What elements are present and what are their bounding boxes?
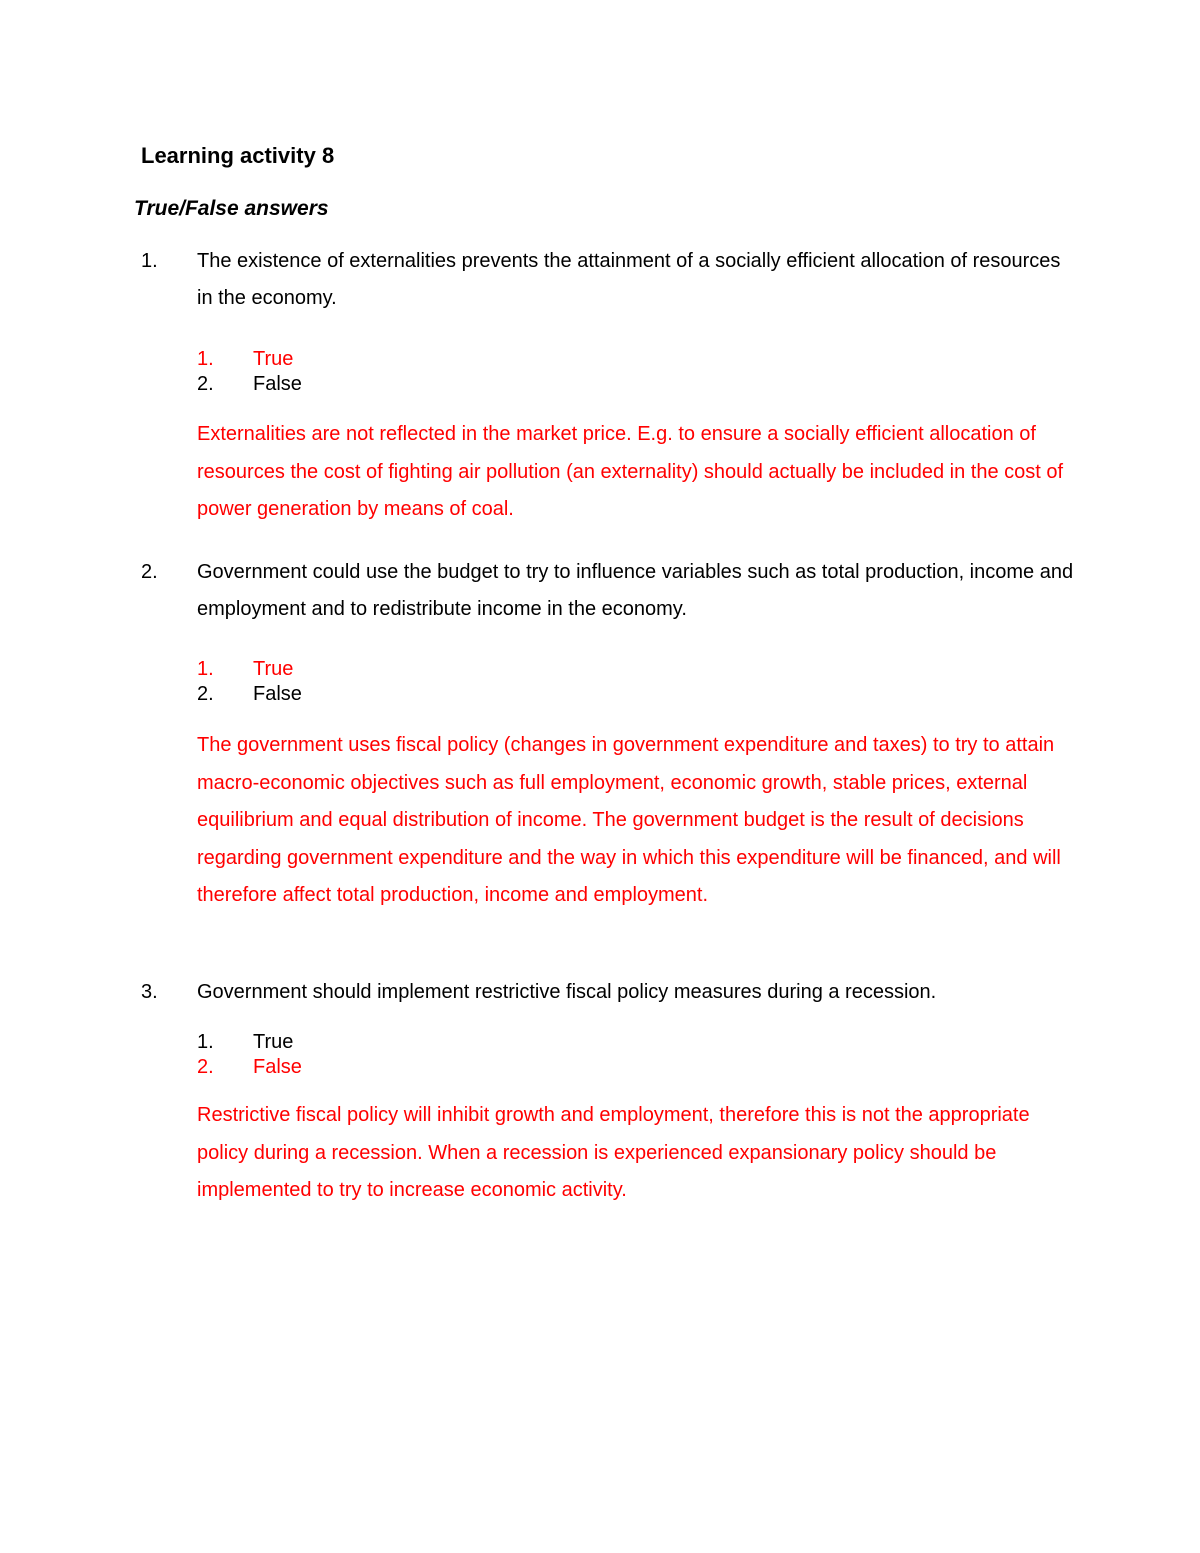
question-2-option-false [197, 682, 302, 707]
option-label: False [253, 1056, 302, 1078]
option-number: 2. [197, 1056, 214, 1078]
document-title: Learning activity 8 [141, 143, 335, 168]
option-number: 1. [197, 348, 214, 370]
option-label: True [253, 658, 294, 680]
option-label: True [253, 348, 294, 370]
option-number: 1. [197, 658, 214, 680]
question-3-option-true [197, 1030, 293, 1055]
option-label: True [253, 1031, 294, 1053]
question-3-text: Government should implement restrictive fiscal policy measures during a recession. [197, 981, 937, 1003]
question-3-number: 3. [141, 981, 158, 1003]
question-1-number: 1. [141, 250, 158, 272]
option-label: False [253, 373, 302, 395]
question-2-option-true [197, 657, 293, 682]
document-subtitle: True/False answers [134, 197, 329, 220]
question-2-number: 2. [141, 561, 158, 583]
question-1-option-true [197, 347, 293, 372]
question-2-explanation: The government uses fiscal policy (changes in government expenditure and taxes) to try to attain macro-economic objectives such as full employment, economic growth, stable prices, external equilibrium and equal distribution of income. The government budget is the result of decisions regarding government expenditure and the way in which this expenditure will be financed, and will therefore affect total production, income and employment. [197, 734, 1061, 906]
option-number: 2. [197, 683, 214, 705]
question-3-explanation: Restrictive fiscal policy will inhibit growth and employment, therefore this is not the appropriate policy during a recession. When a recession is experienced expansionary policy should be implemented to try to increase economic activity. [197, 1104, 1030, 1201]
question-1-text: The existence of externalities prevents the attainment of a socially efficient allocation of resources in the economy. [197, 250, 1061, 309]
option-label: False [253, 683, 302, 705]
question-3-option-false [197, 1055, 302, 1080]
option-number: 1. [197, 1031, 214, 1053]
question-1-option-false [197, 372, 302, 397]
question-2-text: Government could use the budget to try to influence variables such as total production, income and employment and to redistribute income in the economy. [197, 561, 1074, 620]
option-number: 2. [197, 373, 214, 395]
question-1-explanation: Externalities are not reflected in the market price. E.g. to ensure a socially efficient allocation of resources the cost of fighting air pollution (an externality) should actually be included in the cost of power generation by means of coal. [197, 423, 1064, 520]
